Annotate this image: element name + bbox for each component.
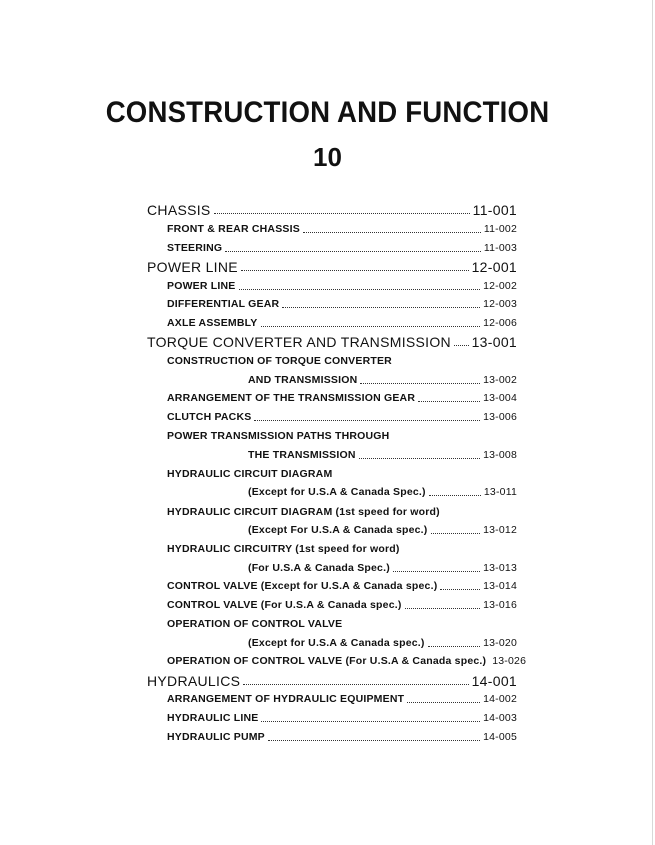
toc-label: THE TRANSMISSION: [248, 449, 356, 461]
toc-label: POWER LINE: [147, 259, 238, 275]
toc-page: 14-001: [471, 673, 517, 689]
leader-dots: [407, 702, 480, 703]
leader-dots: [239, 289, 481, 290]
toc-item-continuation[interactable]: [248, 486, 517, 498]
toc-page: 14-005: [483, 731, 517, 743]
leader-dots: [405, 608, 481, 609]
leader-dots: [454, 345, 469, 346]
toc-item[interactable]: [167, 655, 527, 667]
toc-label: CONTROL VALVE (For U.S.A & Canada spec.): [167, 599, 402, 611]
toc-page: 11-003: [483, 242, 517, 254]
toc-item[interactable]: [167, 411, 517, 423]
leader-dots: [428, 646, 481, 647]
toc-page: 14-003: [483, 712, 517, 724]
toc-label: TORQUE CONVERTER AND TRANSMISSION: [147, 334, 451, 350]
toc-section[interactable]: [147, 202, 517, 218]
toc-label: OPERATION OF CONTROL VALVE (For U.S.A & Canada spec.): [167, 655, 487, 667]
toc-item[interactable]: [167, 543, 517, 555]
toc-label: HYDRAULIC CIRCUIT DIAGRAM (1st speed for word): [167, 506, 440, 518]
toc-item[interactable]: [167, 599, 517, 611]
toc-item-continuation[interactable]: [248, 562, 517, 574]
toc-page: 13-013: [483, 562, 517, 574]
toc-item-continuation[interactable]: [248, 374, 517, 386]
toc-item-continuation[interactable]: [248, 637, 517, 649]
toc-section[interactable]: [147, 673, 517, 689]
toc-page: 13-016: [483, 599, 517, 611]
toc-page: 12-006: [483, 317, 517, 329]
leader-dots: [303, 232, 481, 233]
toc-label: STEERING: [167, 242, 223, 254]
toc-label: POWER TRANSMISSION PATHS THROUGH: [167, 430, 390, 442]
chapter-number: 10: [313, 142, 342, 172]
toc-section[interactable]: [147, 334, 517, 350]
toc-page: 12-001: [471, 259, 517, 275]
leader-dots: [418, 401, 480, 402]
leader-dots: [225, 251, 481, 252]
toc-label: (Except for U.S.A & Canada Spec.): [248, 486, 426, 498]
toc-page: 13-008: [483, 449, 517, 461]
toc-item[interactable]: [167, 618, 517, 630]
toc-item-continuation[interactable]: [248, 524, 517, 536]
leader-dots: [360, 383, 480, 384]
toc-label: ARRANGEMENT OF HYDRAULIC EQUIPMENT: [167, 693, 405, 705]
toc-item[interactable]: [167, 506, 517, 518]
toc-label: (Except For U.S.A & Canada spec.): [248, 524, 428, 536]
toc-label: AXLE ASSEMBLY: [167, 317, 258, 329]
toc-label: ARRANGEMENT OF THE TRANSMISSION GEAR: [167, 392, 416, 404]
toc-item[interactable]: [167, 280, 517, 292]
toc-item[interactable]: [167, 223, 517, 235]
leader-dots: [429, 495, 481, 496]
leader-dots: [261, 721, 480, 722]
toc-item[interactable]: [167, 355, 517, 367]
toc-label: POWER LINE: [167, 280, 236, 292]
toc-item[interactable]: [167, 242, 517, 254]
toc-label: HYDRAULIC CIRCUITRY (1st speed for word): [167, 543, 400, 555]
leader-dots: [261, 326, 481, 327]
leader-dots: [440, 589, 480, 590]
toc-label: CONSTRUCTION OF TORQUE CONVERTER: [167, 355, 392, 367]
toc-item[interactable]: [167, 317, 517, 329]
toc-label: HYDRAULIC PUMP: [167, 731, 265, 743]
toc-page: 11-001: [472, 202, 517, 218]
toc-item-continuation[interactable]: [248, 449, 517, 461]
toc-item[interactable]: [167, 712, 517, 724]
toc-label: AND TRANSMISSION: [248, 374, 358, 386]
toc-page: 13-004: [483, 392, 517, 404]
toc-page: 13-001: [471, 334, 517, 350]
toc-label: CHASSIS: [147, 202, 211, 218]
toc-page: 11-002: [483, 223, 517, 235]
toc-label: DIFFERENTIAL GEAR: [167, 298, 280, 310]
toc-label: CONTROL VALVE (Except for U.S.A & Canada spec.): [167, 580, 438, 592]
toc-item[interactable]: [167, 693, 517, 705]
toc-page: 14-002: [483, 693, 517, 705]
document-title: CONSTRUCTION AND FUNCTION: [105, 96, 550, 129]
toc-page: 13-002: [483, 374, 517, 386]
toc-label: CLUTCH PACKS: [167, 411, 252, 423]
toc-page: 12-003: [483, 298, 517, 310]
toc-page: 12-002: [483, 280, 517, 292]
toc-item[interactable]: [167, 392, 517, 404]
toc-page: 13-026: [492, 655, 527, 667]
leader-dots: [393, 571, 480, 572]
toc-item[interactable]: [167, 468, 517, 480]
toc-item[interactable]: [167, 580, 517, 592]
leader-dots: [241, 270, 469, 271]
toc-label: HYDRAULIC CIRCUIT DIAGRAM: [167, 468, 333, 480]
toc-label: (For U.S.A & Canada Spec.): [248, 562, 390, 574]
toc-label: (Except for U.S.A & Canada spec.): [248, 637, 425, 649]
toc-label: FRONT & REAR CHASSIS: [167, 223, 300, 235]
toc-page: 13-012: [483, 524, 517, 536]
toc-label: OPERATION OF CONTROL VALVE: [167, 618, 343, 630]
leader-dots: [214, 213, 470, 214]
toc-item[interactable]: [167, 731, 517, 743]
leader-dots: [243, 684, 468, 685]
toc-page: 13-011: [483, 486, 517, 498]
leader-dots: [282, 307, 480, 308]
leader-dots: [359, 458, 480, 459]
toc-page: 13-020: [483, 637, 517, 649]
leader-dots: [254, 420, 480, 421]
toc-section[interactable]: [147, 259, 517, 275]
toc-page: 13-006: [483, 411, 517, 423]
toc-item[interactable]: [167, 298, 517, 310]
leader-dots: [431, 533, 481, 534]
toc-page: 13-014: [483, 580, 517, 592]
leader-dots: [268, 740, 480, 741]
toc-item[interactable]: [167, 430, 517, 442]
toc-label: HYDRAULICS: [147, 673, 241, 689]
toc-label: HYDRAULIC LINE: [167, 712, 259, 724]
